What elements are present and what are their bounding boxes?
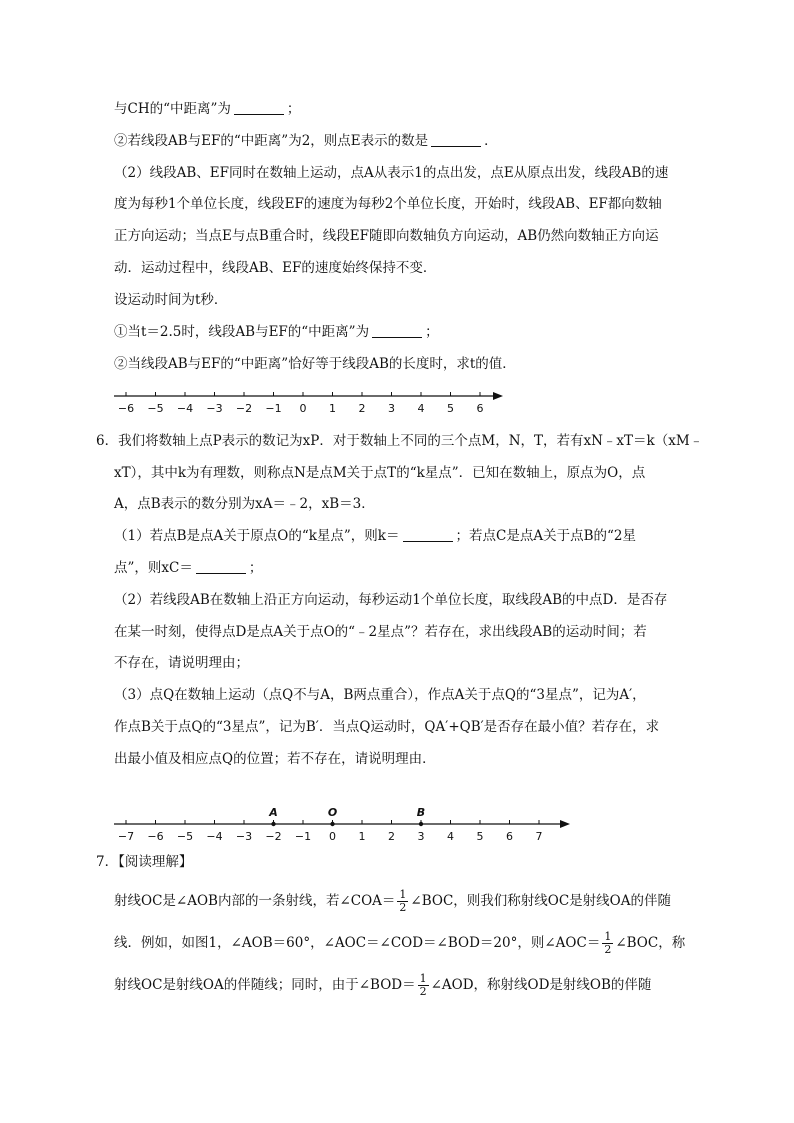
- tick-label: 2: [358, 402, 366, 415]
- q6-part3-line: （3）点Q在数轴上运动（点Q不与A，B两点重合），作点A关于点Q的“3星点”，记为A′，: [114, 687, 646, 703]
- q6-line-1: 6．我们将数轴上点P表示的数记为xP．对于数轴上不同的三个点M，N，T，若有xN﹣xT＝k（xM﹣: [96, 433, 704, 449]
- q6-line-2: xT），其中k为有理数，则称点N是点M关于点T的“k星点”．已知在数轴上，原点为O，点: [114, 465, 646, 481]
- q6-part3-line: 作点B关于点Q的“3星点”，记为B′．当点Q运动时，QA′+QB′是否存在最小值？若存在，求: [114, 719, 660, 735]
- q6-part1-cont: 点”，则xC＝ ；: [114, 560, 263, 576]
- q6-part2-line: 在某一时刻，使得点D是点A关于点O的“﹣2星点”？若存在，求出线段AB的运动时间；若: [114, 624, 647, 640]
- tick-label: 1: [329, 402, 336, 415]
- tick-label: −5: [147, 402, 164, 415]
- tick-label: −2: [265, 830, 282, 843]
- tick-label: 2: [388, 830, 395, 843]
- answer-blank[interactable]: [431, 132, 481, 147]
- q5-subq-1: ①当t＝2.5时，线段AB与EF的“中距离”为 ；: [114, 324, 439, 340]
- tick-label: 6: [506, 830, 513, 843]
- fraction-one-half: $\frac{1}{2}$: [604, 930, 612, 956]
- tick-label: 6: [476, 402, 484, 415]
- tick-label: −4: [176, 402, 194, 415]
- tick-label: −1: [265, 402, 282, 415]
- answer-blank[interactable]: [196, 559, 246, 574]
- q5-part2-line: 动．运动过程中，线段AB、EF的速度始终保持不变．: [114, 260, 437, 276]
- tick-label: −1: [294, 830, 312, 843]
- q5-part2-line: 度为每秒1个单位长度，线段EF的速度为每秒2个单位长度，开始时，线段AB、EF都向数轴: [114, 196, 662, 212]
- tick-label: −3: [206, 402, 223, 415]
- tick-label: 7: [535, 830, 543, 843]
- q6-part1: （1）若点B是点A关于原点O的“k星点”，则k＝ ；若点C是点A关于点B的“2星: [114, 528, 636, 544]
- answer-blank[interactable]: [403, 527, 453, 542]
- q7-line-3: 射线OC是射线OA的伴随线；同时，由于∠BOD＝ $\frac{1}{2}$ ∠AOD，称射线OD是射线OB的伴随: [114, 972, 652, 998]
- point-A: [271, 822, 275, 826]
- tick-label: 4: [417, 402, 425, 415]
- tick-label: 5: [476, 830, 484, 843]
- fraction-one-half: $\frac{1}{2}$: [419, 972, 427, 998]
- answer-blank[interactable]: [372, 323, 422, 338]
- q6-part2-line: （2）若线段AB在数轴上沿正方向运动，每秒运动1个单位长度，取线段AB的中点D．是否存: [114, 592, 668, 608]
- tick-label: −2: [235, 402, 253, 415]
- axis-arrow: [560, 820, 570, 828]
- tick-label: 5: [447, 402, 454, 415]
- axis-arrow: [493, 392, 503, 400]
- point-O: [330, 822, 334, 826]
- number-line-q6: [110, 800, 580, 850]
- q5-part2-line: （2）线段AB、EF同时在数轴上运动，点A从表示1的点出发，点E从原点出发，线段AB的速: [114, 165, 669, 181]
- q5-line-2: ②若线段AB与EF的“中距离”为2，则点E表示的数是 ．: [114, 133, 498, 149]
- q5-line-1: 与CH的“中距离”为 ；: [114, 101, 301, 117]
- q6-part3-line: 出最小值及相应点Q的位置；若不存在，请说明理由．: [114, 751, 436, 767]
- q5-time-definition: 设运动时间为t秒．: [114, 292, 228, 308]
- tick-label: 0: [329, 830, 336, 843]
- tick-label: −4: [206, 830, 223, 843]
- answer-blank[interactable]: [234, 100, 284, 115]
- point-label-B: B: [416, 806, 426, 819]
- point-label-A: A: [269, 806, 278, 819]
- number-line-q5: [110, 382, 510, 422]
- q5-subq-2: ②当线段AB与EF的“中距离”恰好等于线段AB的长度时，求t的值．: [114, 356, 516, 372]
- q7-line-2: 线．例如，如图1，∠AOB＝60°，∠AOC＝∠COD＝∠BOD＝20°，则∠AOC＝ $\frac{1}{2}$ ∠BOC，称: [114, 930, 686, 956]
- q7-line-1: 射线OC是∠AOB内部的一条射线，若∠COA＝ $\frac{1}{2}$ ∠BOC，则我们称射线OC是射线OA的伴随: [114, 888, 671, 914]
- tick-label: 0: [299, 402, 307, 415]
- tick-label: 4: [447, 830, 454, 843]
- tick-label: −5: [176, 830, 194, 843]
- tick-label: −6: [147, 830, 164, 843]
- point-B: [419, 822, 423, 826]
- tick-label: 1: [358, 830, 366, 843]
- tick-label: 3: [388, 402, 395, 415]
- q5-text: 与CH的“中距离”为: [114, 101, 231, 117]
- q7-title: 7．【阅读理解】: [96, 854, 193, 870]
- tick-label: −6: [117, 402, 135, 415]
- q6-line-3: A，点B表示的数分别为xA＝﹣2，xB＝3．: [114, 496, 375, 512]
- tick-label: −3: [235, 830, 253, 843]
- q5-part2-line: 正方向运动；当点E与点B重合时，线段EF随即向数轴负方向运动，AB仍然向数轴正方向运: [114, 228, 659, 244]
- q6-part2-line: 不存在，请说明理由；: [114, 655, 249, 671]
- fraction-one-half: $\frac{1}{2}$: [399, 888, 407, 914]
- point-label-O: O: [327, 806, 338, 819]
- tick-label: −7: [117, 830, 135, 843]
- tick-label: 3: [417, 830, 425, 843]
